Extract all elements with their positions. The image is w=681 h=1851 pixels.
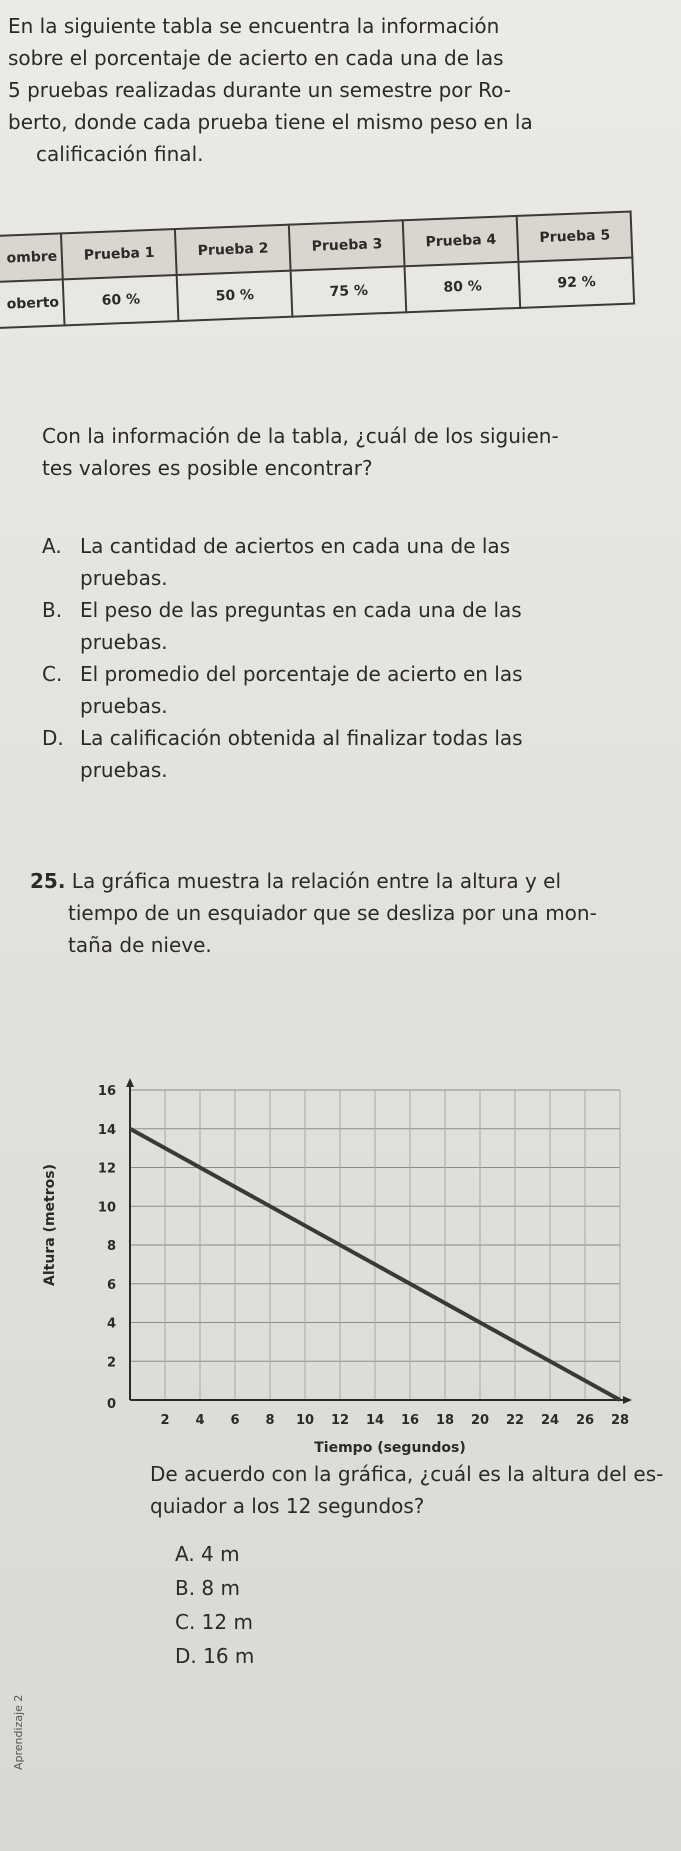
question-number: 25. [30, 869, 66, 893]
option-letter: A. [42, 534, 62, 558]
prompt-line: tiempo de un esquiador que se desliza por una mon- [68, 901, 597, 925]
prompt-text: La gráfica muestra la relación entre la altura y el [71, 869, 562, 893]
option-letter: C. [42, 662, 63, 686]
question-25-followup [150, 1458, 670, 1522]
y-tick-label: 14 [97, 1122, 116, 1138]
x-tick-label: 2 [160, 1413, 170, 1428]
option-text: pruebas. [80, 630, 168, 654]
intro-line: calificación final. [36, 142, 204, 166]
prompt-line: tes valores es posible encontrar? [42, 456, 373, 480]
x-axis-arrow [623, 1396, 632, 1404]
x-tick-label: 4 [195, 1413, 205, 1428]
option-text: La calificación obtenida al finalizar todas las [80, 726, 523, 750]
x-axis-label: Tiempo (segundos) [314, 1440, 466, 1455]
option-text: El peso de las preguntas en cada una de las [80, 598, 522, 622]
y-tick-label: 12 [97, 1161, 116, 1177]
prompt-line: De acuerdo con la gráfica, ¿cuál es la altura del es- [150, 1462, 664, 1486]
option-c[interactable] [42, 658, 672, 722]
option-b[interactable] [42, 594, 672, 658]
table-header-cell: Prueba 4 [403, 216, 519, 266]
option-text: pruebas. [80, 694, 168, 718]
y-tick-label: 10 [97, 1200, 116, 1216]
y-tick-label: 2 [106, 1355, 116, 1371]
x-tick-label: 18 [435, 1413, 455, 1428]
table-cell: 80 % [405, 262, 521, 312]
question-25-answers [175, 1538, 254, 1674]
y-tick-label: 4 [106, 1316, 116, 1332]
table-cell: 50 % [177, 271, 293, 321]
option-d[interactable] [42, 722, 672, 786]
intro-line: 5 pruebas realizadas durante un semestre por Ro- [8, 78, 511, 102]
x-tick-label: 16 [400, 1413, 420, 1428]
x-tick-label: 24 [540, 1413, 560, 1428]
option-text: El promedio del porcentaje de acierto en las [80, 662, 523, 686]
x-tick-label: 12 [330, 1413, 350, 1428]
option-text: pruebas. [80, 758, 168, 782]
prompt-line: Con la información de la tabla, ¿cuál de los siguien- [42, 424, 559, 448]
prompt-line [30, 865, 675, 897]
intro-line: berto, donde cada prueba tiene el mismo peso en la [8, 110, 533, 134]
y-tick-label: 8 [106, 1239, 116, 1254]
table-cell: oberto [0, 279, 65, 328]
question-24-options [42, 530, 672, 786]
intro-line: sobre el porcentaje de acierto en cada una de las [8, 46, 504, 70]
option-text: La cantidad de aciertos en cada una de las [80, 534, 511, 558]
x-tick-label: 22 [505, 1413, 525, 1428]
table-header-cell: Prueba 3 [289, 220, 405, 270]
x-tick-label: 14 [365, 1413, 385, 1428]
x-tick-label: 20 [470, 1413, 490, 1428]
answer-d[interactable]: D. 16 m [175, 1644, 255, 1668]
option-letter: D. [42, 726, 64, 750]
x-tick-label: 28 [610, 1413, 630, 1428]
y-tick-label: 6 [106, 1277, 116, 1293]
y-axis-arrow [126, 1078, 134, 1087]
answer-a[interactable]: A. 4 m [175, 1542, 240, 1566]
prompt-line: taña de nieve. [68, 933, 212, 957]
margin-note: Aprendizaje 2 [12, 1694, 25, 1770]
x-tick-label: 26 [575, 1413, 595, 1428]
option-a[interactable] [42, 530, 672, 594]
x-tick-label: 8 [265, 1413, 275, 1428]
x-tick-label: 6 [230, 1413, 240, 1428]
y-tick-label: 16 [97, 1084, 116, 1099]
y-axis-label: Altura (metros) [42, 1164, 58, 1286]
origin-label: 0 [106, 1397, 116, 1412]
height-time-chart [30, 1060, 640, 1455]
table-header-cell: Prueba 5 [517, 212, 633, 262]
option-text: pruebas. [80, 566, 168, 590]
chart-axes [126, 1078, 632, 1404]
question-24-prompt [42, 420, 672, 484]
intro-line: En la siguiente tabla se encuentra la información [8, 14, 500, 38]
answer-c[interactable]: C. 12 m [175, 1610, 253, 1634]
option-letter: B. [42, 598, 63, 622]
question-25-prompt [30, 865, 675, 961]
x-tick-label: 10 [295, 1413, 315, 1428]
table-header-cell: Prueba 1 [61, 229, 177, 279]
scores-table [0, 210, 635, 328]
table-header-cell: Prueba 2 [175, 225, 291, 275]
chart-grid [130, 1090, 620, 1400]
table-cell: 75 % [291, 266, 407, 316]
intro-paragraph [8, 10, 668, 170]
table-cell: 92 % [519, 257, 635, 307]
table-cell: 60 % [63, 275, 179, 325]
answer-b[interactable]: B. 8 m [175, 1576, 240, 1600]
table-header-cell: ombre [0, 233, 63, 282]
prompt-line: quiador a los 12 segundos? [150, 1494, 425, 1518]
